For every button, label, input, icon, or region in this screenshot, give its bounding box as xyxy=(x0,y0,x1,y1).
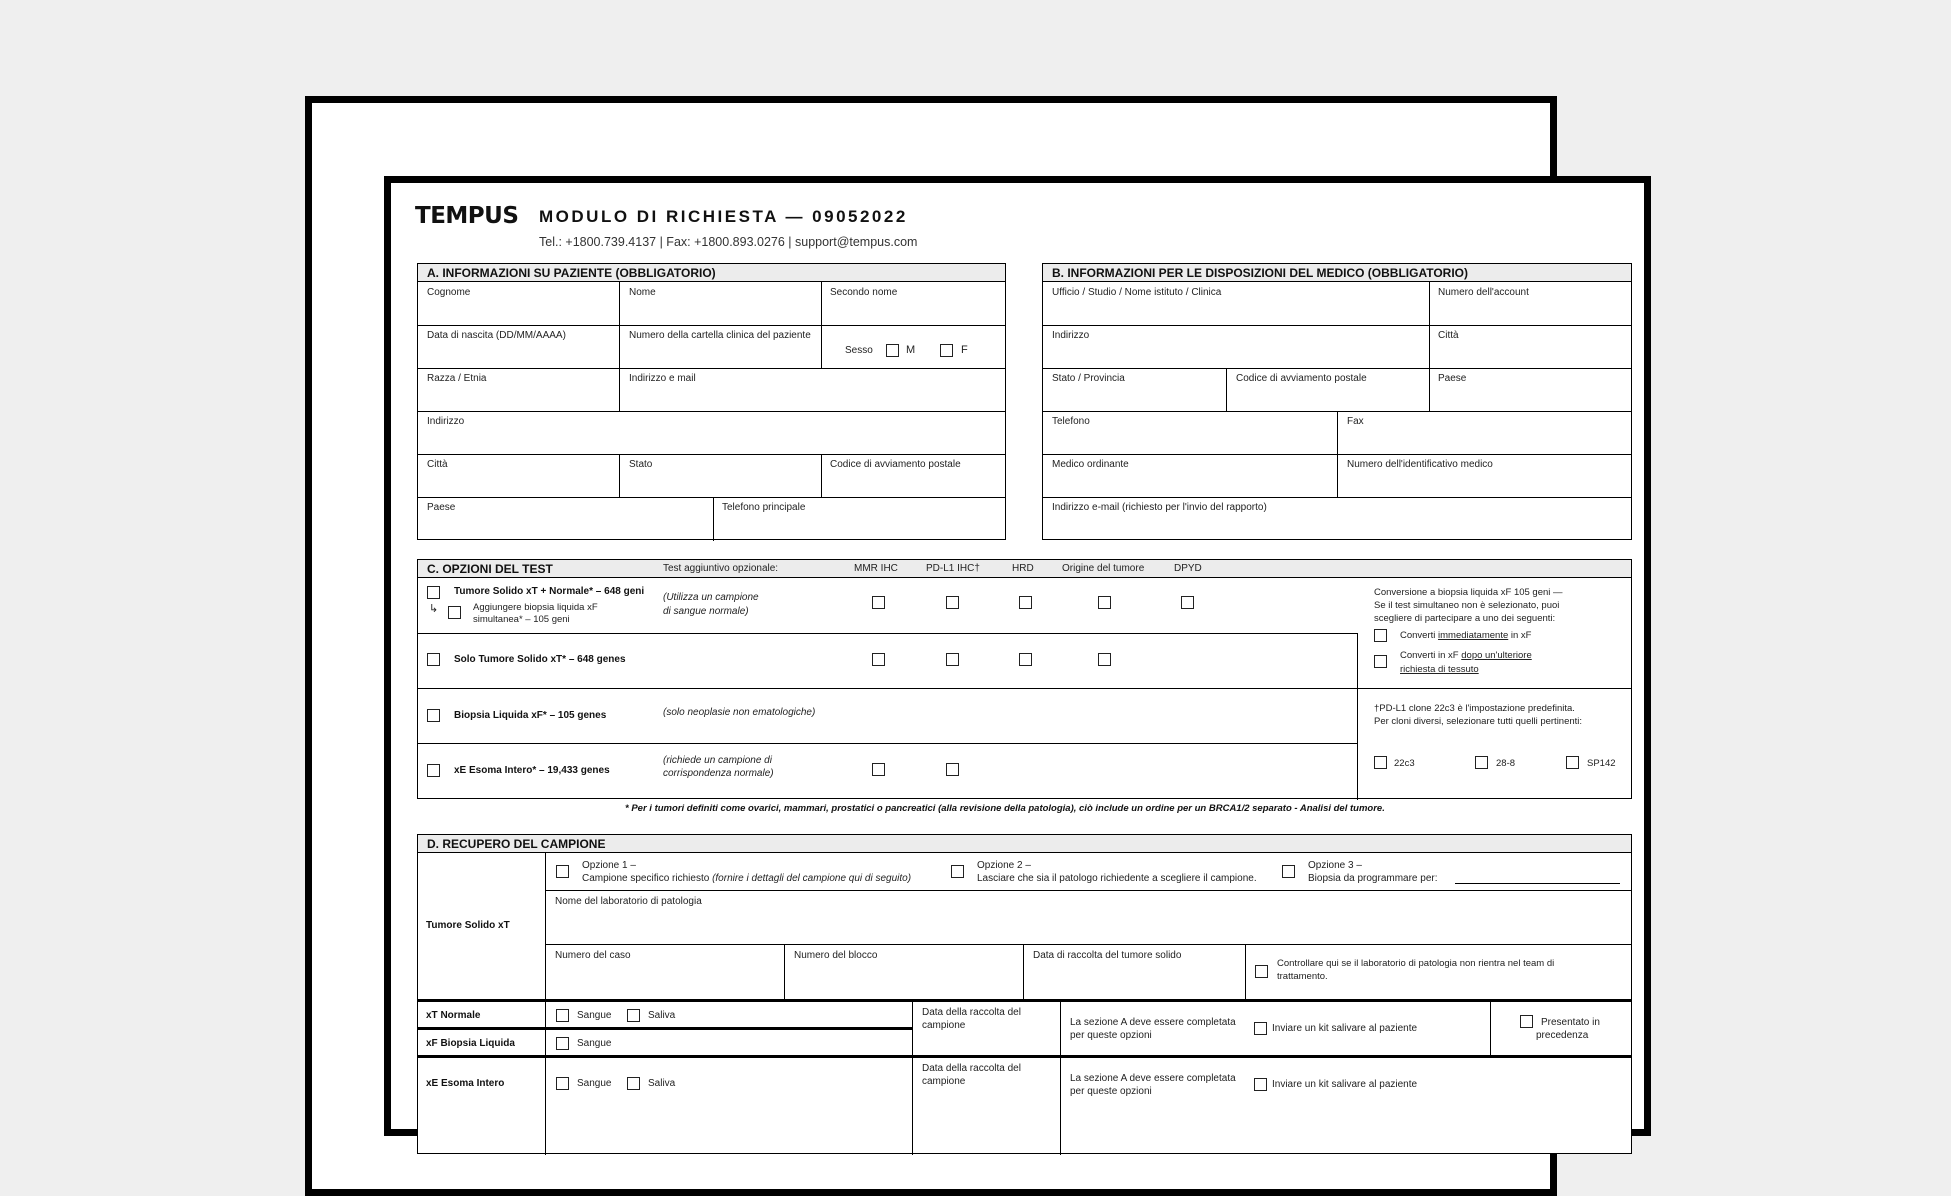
xf-label: Biopsia Liquida xF* – 105 genes xyxy=(454,710,607,721)
option-3-title: Opzione 3 – xyxy=(1308,860,1362,871)
optional-tests-label: Test aggiuntivo opzionale: xyxy=(663,563,779,574)
xe-checkbox[interactable] xyxy=(427,764,440,777)
xf-checkbox[interactable] xyxy=(427,709,440,722)
lab-not-in-team-label-1: Controllare qui se il laboratorio di patologia non rientra nel team di xyxy=(1277,958,1555,969)
xt-normal-pdl1-checkbox[interactable] xyxy=(946,596,959,609)
previously-submitted-checkbox[interactable] xyxy=(1520,1015,1533,1028)
patient-state-field[interactable]: Stato xyxy=(629,459,653,470)
form-title: MODULO DI RICHIESTA — 09052022 xyxy=(539,207,908,226)
col-dpyd: DPYD xyxy=(1174,563,1202,574)
xe-sangue-checkbox[interactable] xyxy=(556,1077,569,1090)
collection-date-1-label-2: campione xyxy=(922,1020,966,1031)
xe-label: xE Esoma Intero* – 19,433 genes xyxy=(454,765,610,776)
option-1-checkbox[interactable] xyxy=(556,865,569,878)
convert-immediately-label: Converti immediatamente in xF xyxy=(1400,630,1532,641)
physician-address-field[interactable]: Indirizzo xyxy=(1052,330,1090,341)
lab-not-in-team-label-2: trattamento. xyxy=(1277,971,1328,982)
xt-normale-saliva-label: Saliva xyxy=(648,1010,676,1021)
sex-label: Sesso xyxy=(845,345,873,356)
previously-submitted-label-1: Presentato in xyxy=(1541,1017,1600,1028)
xt-normal-hrd-checkbox[interactable] xyxy=(1019,596,1032,609)
solid-tumor-date-field[interactable]: Data di raccolta del tumore solido xyxy=(1033,950,1182,961)
sex-m-label: M xyxy=(906,344,916,356)
col-mmr-ihc: MMR IHC xyxy=(854,563,898,574)
xt-normal-dpyd-checkbox[interactable] xyxy=(1181,596,1194,609)
clone-sp142-label: SP142 xyxy=(1587,758,1616,769)
option-2-title: Opzione 2 – xyxy=(977,860,1031,871)
xt-normal-note-1: (Utilizza un campione xyxy=(663,592,759,603)
collection-date-1-label-1[interactable]: Data della raccolta del xyxy=(922,1007,1021,1018)
contact-info: Tel.: +1800.739.4137 | Fax: +1800.893.0276 | support@tempus.com xyxy=(539,235,918,249)
section-a-required-1a: La sezione A deve essere completata xyxy=(1070,1017,1236,1028)
xt-normale-sangue-checkbox[interactable] xyxy=(556,1009,569,1022)
case-number-field[interactable]: Numero del caso xyxy=(555,950,631,961)
collection-date-2-label-2: campione xyxy=(922,1076,966,1087)
patient-ethnicity-field[interactable]: Razza / Etnia xyxy=(427,373,487,384)
patient-zip-field[interactable]: Codice di avviamento postale xyxy=(830,459,961,470)
xe-mmr-checkbox[interactable] xyxy=(872,763,885,776)
solo-xt-pdl1-checkbox[interactable] xyxy=(946,653,959,666)
option-1-text: Campione specifico richiesto (fornire i dettagli del campione qui di seguito) xyxy=(582,873,912,884)
sub-option-arrow-icon: ↳ xyxy=(429,603,439,615)
convert-after-label-1: Converti in xF dopo un'ulteriore xyxy=(1400,650,1532,661)
convert-after-checkbox[interactable] xyxy=(1374,655,1387,668)
xf-sangue-label: Sangue xyxy=(577,1038,612,1049)
conversion-text-2: Se il test simultaneo non è selezionato, puoi xyxy=(1374,600,1560,611)
biopsy-date-line[interactable] xyxy=(1455,883,1620,884)
xt-normal-checkbox[interactable] xyxy=(427,586,440,599)
section-c-test-options xyxy=(417,559,1632,799)
section-b-title: B. INFORMAZIONI PER LE DISPOSIZIONI DEL MEDICO (OBBLIGATORIO) xyxy=(1043,264,1631,282)
lab-not-in-team-checkbox[interactable] xyxy=(1255,965,1268,978)
xt-normal-note-2: di sangue normale) xyxy=(663,606,749,617)
patient-mrn-field[interactable]: Numero della cartella clinica del paziente xyxy=(629,330,811,341)
section-a-required-2b: per queste opzioni xyxy=(1070,1086,1152,1097)
xt-normal-mmr-checkbox[interactable] xyxy=(872,596,885,609)
xt-normale-saliva-checkbox[interactable] xyxy=(627,1009,640,1022)
patient-address-field[interactable]: Indirizzo xyxy=(427,416,465,427)
col-hrd: HRD xyxy=(1012,563,1034,574)
send-saliva-kit-2-label: Inviare un kit salivare al paziente xyxy=(1272,1079,1418,1090)
sex-m-checkbox[interactable] xyxy=(886,344,899,357)
pdl1-note-1: †PD-L1 clone 22c3 è l'impostazione predefinita. xyxy=(1374,703,1575,714)
tumore-solido-label: Tumore Solido xT xyxy=(426,920,510,931)
convert-after-label-2: richiesta di tessuto xyxy=(1400,664,1479,675)
xe-note-1: (richiede un campione di xyxy=(663,755,772,766)
patient-dob-field[interactable]: Data di nascita (DD/MM/AAAA) xyxy=(427,330,566,341)
col-pdl1-ihc: PD-L1 IHC† xyxy=(926,563,980,574)
pdl1-note-2: Per cloni diversi, selezionare tutti quelli pertinenti: xyxy=(1374,716,1583,727)
block-number-field[interactable]: Numero del blocco xyxy=(794,950,878,961)
previously-submitted-label-2: precedenza xyxy=(1536,1030,1589,1041)
solo-xt-mmr-checkbox[interactable] xyxy=(872,653,885,666)
add-xf-label-1: Aggiungere biopsia liquida xF xyxy=(473,602,598,613)
conversion-text-3: scegliere di partecipare a uno dei seguenti: xyxy=(1374,613,1556,624)
add-xf-checkbox[interactable] xyxy=(448,606,461,619)
option-3-text: Biopsia da programmare per: xyxy=(1308,873,1438,884)
patient-email-field[interactable]: Indirizzo e mail xyxy=(629,373,696,384)
physician-id-field[interactable]: Numero dell'identificativo medico xyxy=(1347,459,1493,470)
brca-footnote: * Per i tumori definiti come ovarici, mammari, prostatici o pancreatici (alla revisione della patologia), ciò include un ordine per un BRCA1/2 separato - Analisi del tumore. xyxy=(625,803,1385,814)
clone-28-8-checkbox[interactable] xyxy=(1475,756,1488,769)
conversion-text-1: Conversione a biopsia liquida xF 105 geni — xyxy=(1374,587,1563,598)
xt-normal-label: Tumore Solido xT + Normale* – 648 geni xyxy=(454,586,645,597)
clone-28-8-label: 28-8 xyxy=(1496,758,1516,769)
send-saliva-kit-2-checkbox[interactable] xyxy=(1254,1078,1267,1091)
physician-phone-field[interactable]: Telefono xyxy=(1052,416,1090,427)
xe-saliva-checkbox[interactable] xyxy=(627,1077,640,1090)
xe-esoma-label: xE Esoma Intero xyxy=(426,1078,505,1089)
section-d-specimen xyxy=(417,834,1632,1154)
clone-sp142-checkbox[interactable] xyxy=(1566,756,1579,769)
option-2-text: Lasciare che sia il patologo richiedente a scegliere il campione. xyxy=(977,873,1257,884)
patient-last-name-field[interactable]: Cognome xyxy=(427,287,471,298)
section-a-required-2a: La sezione A deve essere completata xyxy=(1070,1073,1236,1084)
clone-22c3-label: 22c3 xyxy=(1394,758,1415,769)
patient-middle-name-field[interactable]: Secondo nome xyxy=(830,287,898,298)
physician-fax-field[interactable]: Fax xyxy=(1347,416,1364,427)
xf-note: (solo neoplasie non ematologiche) xyxy=(663,707,816,718)
convert-immediately-checkbox[interactable] xyxy=(1374,629,1387,642)
sex-f-label: F xyxy=(961,344,968,356)
section-b-physician-info xyxy=(1042,263,1632,540)
section-a-title: A. INFORMAZIONI SU PAZIENTE (OBBLIGATORIO) xyxy=(418,264,1005,282)
patient-phone-field[interactable]: Telefono principale xyxy=(722,502,806,513)
physician-zip-field[interactable]: Codice di avviamento postale xyxy=(1236,373,1367,384)
ordering-physician-field[interactable]: Medico ordinante xyxy=(1052,459,1129,470)
section-a-patient-info xyxy=(417,263,1006,540)
send-saliva-kit-1-label: Inviare un kit salivare al paziente xyxy=(1272,1023,1418,1034)
add-xf-label-2: simultanea* – 105 geni xyxy=(473,614,570,625)
xe-note-2: corrispondenza normale) xyxy=(663,768,774,779)
section-c-title: C. OPZIONI DEL TEST xyxy=(427,562,553,576)
option-2-checkbox[interactable] xyxy=(951,865,964,878)
physician-city-field[interactable]: Città xyxy=(1438,330,1459,341)
xe-saliva-label: Saliva xyxy=(648,1078,676,1089)
physician-country-field[interactable]: Paese xyxy=(1438,373,1467,384)
section-a-required-1b: per queste opzioni xyxy=(1070,1030,1152,1041)
option-1-title: Opzione 1 – xyxy=(582,860,636,871)
xt-normale-sangue-label: Sangue xyxy=(577,1010,612,1021)
patient-first-name-field[interactable]: Nome xyxy=(629,287,656,298)
patient-country-field[interactable]: Paese xyxy=(427,502,456,513)
col-tumor-origin: Origine del tumore xyxy=(1062,563,1145,574)
solo-xt-origin-checkbox[interactable] xyxy=(1098,653,1111,666)
patient-city-field[interactable]: Città xyxy=(427,459,448,470)
pathology-lab-field[interactable]: Nome del laboratorio di patologia xyxy=(555,896,702,907)
physician-email-field[interactable]: Indirizzo e-mail (richiesto per l'invio del rapporto) xyxy=(1052,502,1267,513)
physician-state-field[interactable]: Stato / Provincia xyxy=(1052,373,1125,384)
xf-biopsia-label: xF Biopsia Liquida xyxy=(426,1038,515,1049)
xt-normale-label: xT Normale xyxy=(426,1010,481,1021)
send-saliva-kit-1-checkbox[interactable] xyxy=(1254,1022,1267,1035)
solo-xt-label: Solo Tumore Solido xT* – 648 genes xyxy=(454,654,626,665)
solo-xt-checkbox[interactable] xyxy=(427,653,440,666)
physician-office-field[interactable]: Ufficio / Studio / Nome istituto / Clinica xyxy=(1052,287,1222,298)
solo-xt-hrd-checkbox[interactable] xyxy=(1019,653,1032,666)
xt-normal-origin-checkbox[interactable] xyxy=(1098,596,1111,609)
tempus-logo: TEMPUS xyxy=(415,203,519,229)
section-d-title: D. RECUPERO DEL CAMPIONE xyxy=(418,835,1631,853)
sex-f-checkbox[interactable] xyxy=(940,344,953,357)
requisition-form xyxy=(384,176,1651,1136)
collection-date-2-label-1[interactable]: Data della raccolta del xyxy=(922,1063,1021,1074)
xe-pdl1-checkbox[interactable] xyxy=(946,763,959,776)
xf-sangue-checkbox[interactable] xyxy=(556,1037,569,1050)
option-3-checkbox[interactable] xyxy=(1282,865,1295,878)
physician-account-field[interactable]: Numero dell'account xyxy=(1438,287,1529,298)
clone-22c3-checkbox[interactable] xyxy=(1374,756,1387,769)
xe-sangue-label: Sangue xyxy=(577,1078,612,1089)
